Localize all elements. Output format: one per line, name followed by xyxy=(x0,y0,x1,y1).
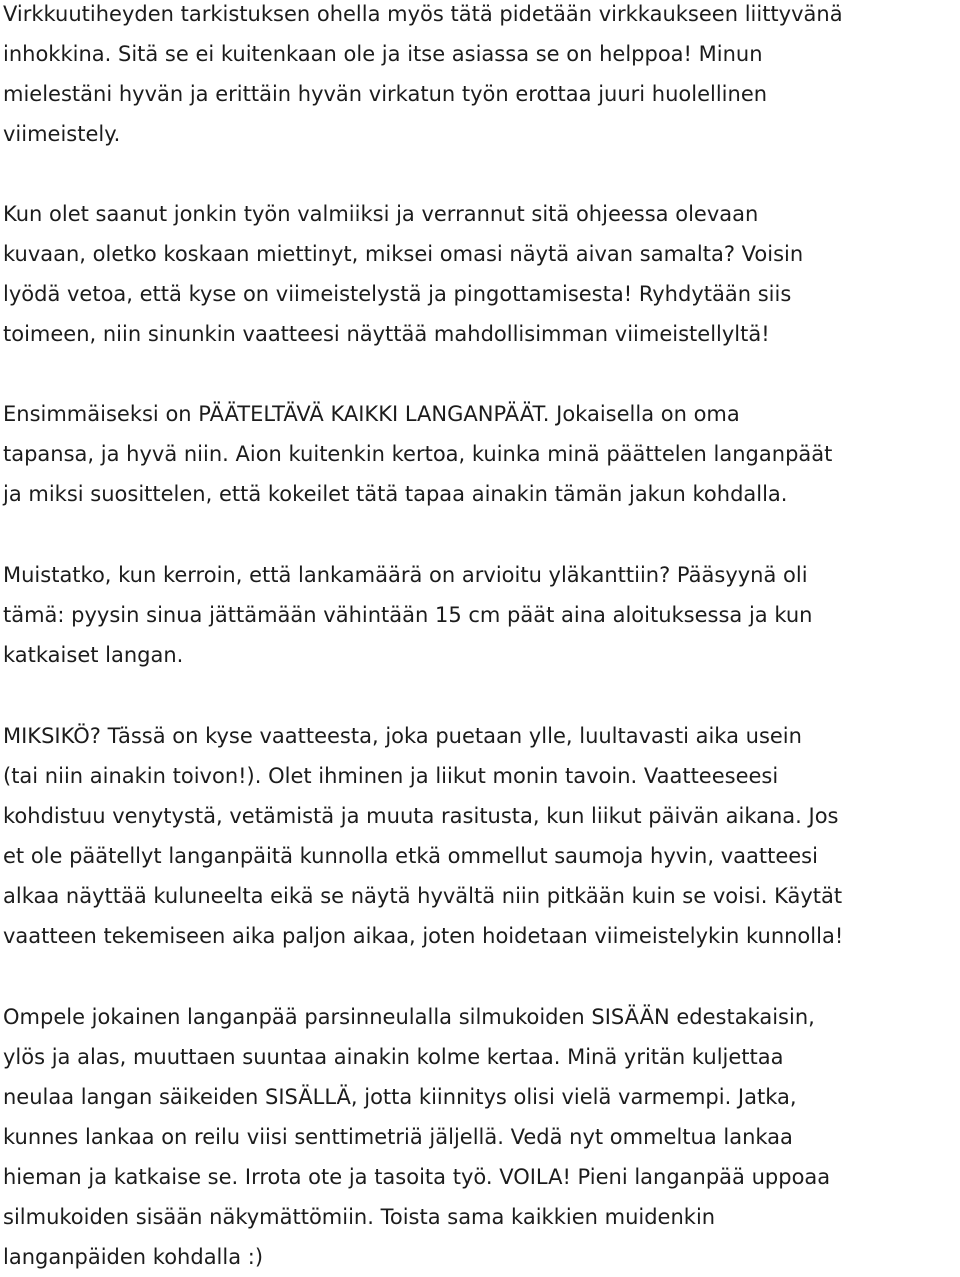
paragraph-instructions xyxy=(3,997,830,1277)
paragraph-why xyxy=(3,716,843,956)
text-line: lyödä vetoa, että kyse on viimeistelystä ja pingottamisesta! Ryhdytään siis xyxy=(3,282,792,306)
text-line: Muistatko, kun kerroin, että lankamäärä on arvioitu yläkanttiin? Pääsyynä oli xyxy=(3,563,808,587)
text-line: toimeen, niin sinunkin vaatteesi näyttää mahdollisimman viimeistellyltä! xyxy=(3,322,770,346)
text-line: vaatteen tekemiseen aika paljon aikaa, joten hoidetaan viimeistelykin kunnolla! xyxy=(3,924,844,948)
text-line: kunnes lankaa on reilu viisi senttimetriä jäljellä. Vedä nyt ommeltua lankaa xyxy=(3,1125,793,1149)
text-line: (tai niin ainakin toivon!). Olet ihminen ja liikut monin tavoin. Vaatteeseesi xyxy=(3,764,779,788)
text-line: alkaa näyttää kuluneelta eikä se näytä hyvältä niin pitkään kuin se voisi. Käytät xyxy=(3,884,843,908)
text-line: et ole päätellyt langanpäitä kunnolla etkä ommellut saumoja hyvin, vaatteesi xyxy=(3,844,818,868)
text-line: Kun olet saanut jonkin työn valmiiksi ja verrannut sitä ohjeessa olevaan xyxy=(3,202,759,226)
text-line: Ensimmäiseksi on PÄÄTELTÄVÄ KAIKKI LANGANPÄÄT. Jokaisella on oma xyxy=(3,402,740,426)
text-line: MIKSIKÖ? Tässä on kyse vaatteesta, joka puetaan ylle, luultavasti aika usein xyxy=(3,724,802,748)
text-line: silmukoiden sisään näkymättömiin. Toista sama kaikkien muidenkin xyxy=(3,1205,716,1229)
paragraph-intro xyxy=(3,0,843,154)
text-line: kohdistuu venytystä, vetämistä ja muuta rasitusta, kun liikut päivän aikana. Jos xyxy=(3,804,839,828)
text-line: kuvaan, oletko koskaan miettinyt, miksei omasi näytä aivan samalta? Voisin xyxy=(3,242,804,266)
text-line: ylös ja alas, muuttaen suuntaa ainakin kolme kertaa. Minä yritän kuljettaa xyxy=(3,1045,784,1069)
text-line: inhokkina. Sitä se ei kuitenkaan ole ja itse asiassa se on helppoa! Minun xyxy=(3,42,763,66)
text-line: hieman ja katkaise se. Irrota ote ja tasoita työ. VOILA! Pieni langanpää uppoaa xyxy=(3,1165,831,1189)
text-line: Virkkuutiheyden tarkistuksen ohella myös tätä pidetään virkkaukseen liittyvänä xyxy=(3,2,843,26)
text-line: langanpäiden kohdalla :) xyxy=(3,1245,264,1269)
text-line: katkaiset langan. xyxy=(3,643,184,667)
paragraph-comparison xyxy=(3,194,803,354)
text-line: ja miksi suosittelen, että kokeilet tätä tapaa ainakin tämän jakun kohdalla. xyxy=(3,482,788,506)
text-line: viimeistely. xyxy=(3,122,121,146)
paragraph-yarn-amount xyxy=(3,555,812,675)
paragraph-yarn-ends xyxy=(3,394,832,514)
text-line: neulaa langan säikeiden SISÄLLÄ, jotta kiinnitys olisi vielä varmempi. Jatka, xyxy=(3,1085,797,1109)
text-line: mielestäni hyvän ja erittäin hyvän virkatun työn erottaa juuri huolellinen xyxy=(3,82,768,106)
text-line: Ompele jokainen langanpää parsinneulalla silmukoiden SISÄÄN edestakaisin, xyxy=(3,1005,815,1029)
text-line: tämä: pyysin sinua jättämään vähintään 15 cm päät aina aloituksessa ja kun xyxy=(3,603,813,627)
text-line: tapansa, ja hyvä niin. Aion kuitenkin kertoa, kuinka minä päättelen langanpäät xyxy=(3,442,833,466)
